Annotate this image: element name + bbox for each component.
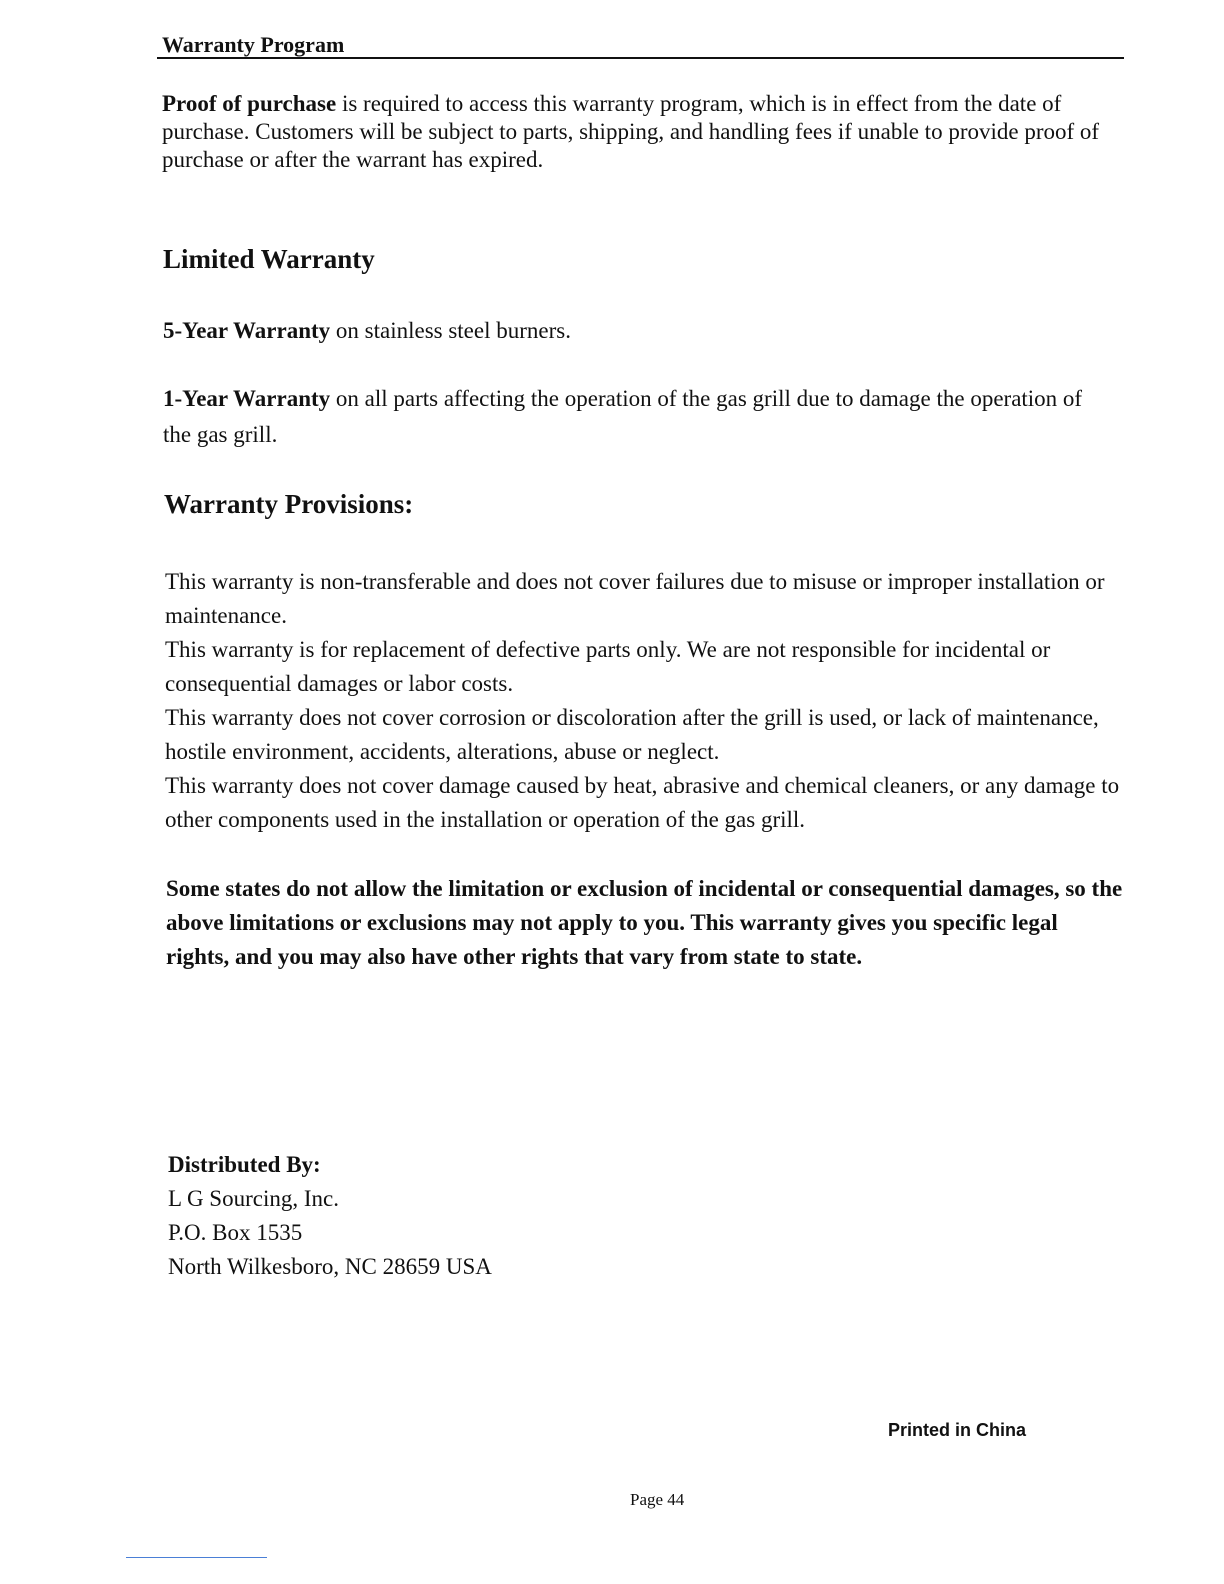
distributor-label: Distributed By:	[168, 1152, 321, 1177]
provision-item: This warranty does not cover damage caused by heat, abrasive and chemical cleaners, or any damage to other components used in the installation or operation of the gas grill.	[165, 773, 1120, 832]
distributor-name: L G Sourcing, Inc.	[168, 1186, 339, 1211]
one-year-warranty-line	[163, 386, 1082, 412]
legal-disclaimer: Some states do not allow the limitation or exclusion of incidental or consequential damages, so the above limitations or exclusions may not apply to you. This warranty gives you specific legal rights, and you may also have other rights that vary from state to state.	[166, 876, 1123, 969]
proof-of-purchase-paragraph	[162, 90, 1124, 174]
one-year-warranty-line-cont: the gas grill.	[163, 422, 278, 447]
five-year-lead: 5-Year Warranty	[163, 318, 331, 343]
page-header-title: Warranty Program	[162, 32, 345, 57]
one-year-lead: 1-Year Warranty	[163, 386, 331, 411]
distributor-city: North Wilkesboro, NC 28659 USA	[168, 1254, 492, 1279]
provisions-list	[165, 565, 1130, 837]
provision-item: This warranty does not cover corrosion or discoloration after the grill is used, or lack of maintenance, hostile environment, accidents, alterations, abuse or neglect.	[165, 705, 1099, 764]
distributor-block	[168, 1148, 492, 1284]
five-year-text: on stainless steel burners.	[330, 318, 571, 343]
provision-item: This warranty is non-transferable and does not cover failures due to misuse or improper installation or maintenance.	[165, 569, 1105, 628]
proof-lead: Proof of purchase	[162, 91, 337, 116]
printed-in-label: Printed in China	[888, 1420, 1027, 1440]
one-year-text-1: on all parts affecting the operation of the gas grill due to damage the operation of	[330, 386, 1083, 411]
proof-text: is required to access this warranty program, which is in effect from the date of purchase. Customers will be subject to parts, shipping, and handling fees if unable to provide proof of purchase or after the warrant has expired.	[162, 91, 1100, 172]
provision-item: This warranty is for replacement of defective parts only. We are not responsible for incidental or consequential damages or labor costs.	[165, 637, 1051, 696]
distributor-po-box: P.O. Box 1535	[168, 1220, 303, 1245]
five-year-warranty-line	[163, 318, 571, 344]
limited-warranty-heading: Limited Warranty	[163, 244, 375, 274]
warranty-provisions-heading: Warranty Provisions:	[164, 489, 414, 519]
footer-link-underline	[126, 1557, 267, 1558]
page-number: Page 44	[630, 1490, 685, 1509]
header-divider	[157, 57, 1124, 59]
